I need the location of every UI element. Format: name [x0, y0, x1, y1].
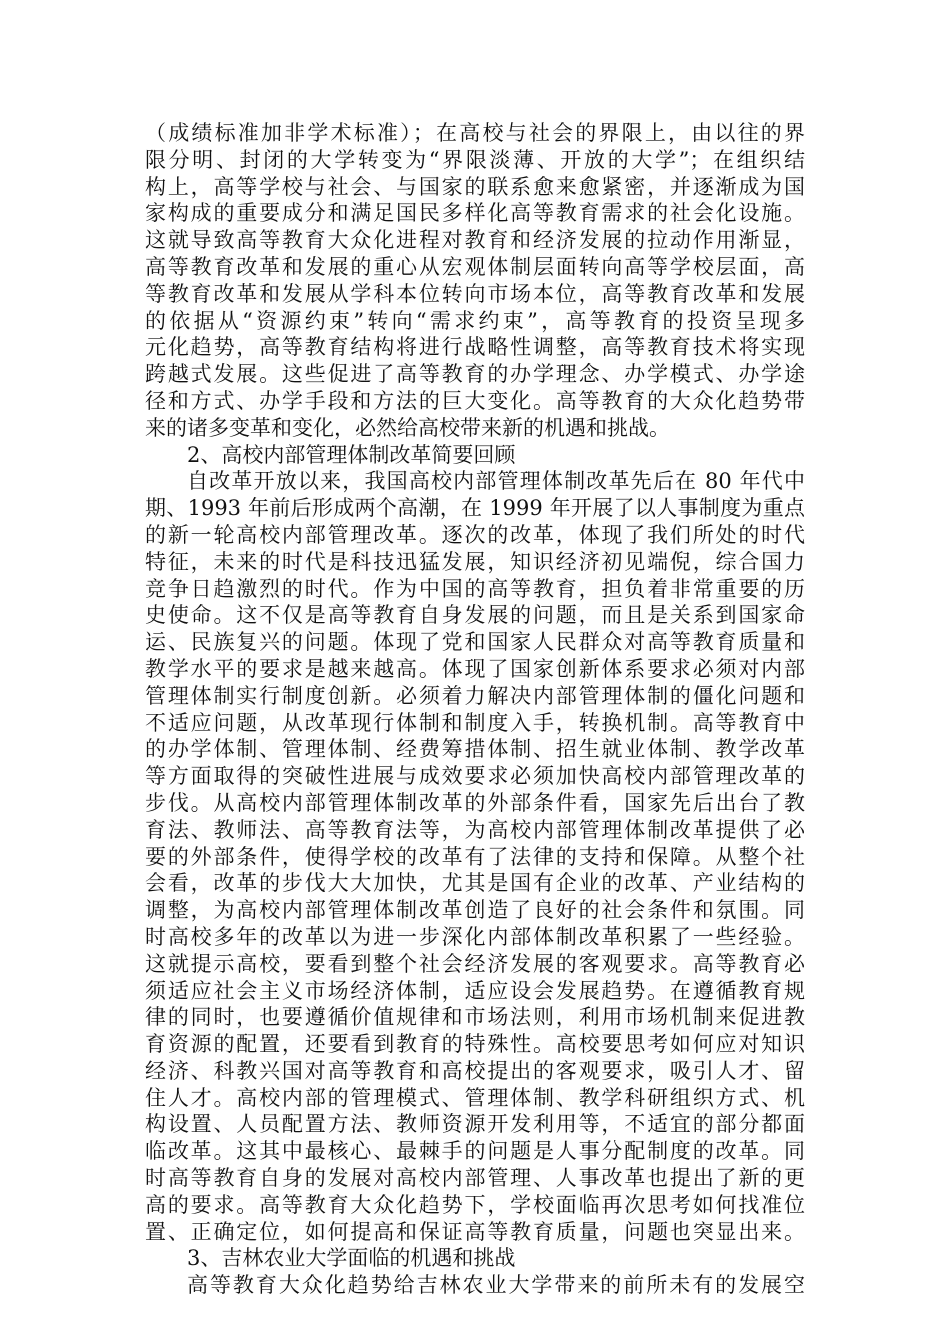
text-line: 高等教育改革和发展的重心从宏观体制层面转向高等学校层面，高 [145, 254, 805, 279]
text-line: 等教育改革和发展从学科本位转向市场本位，高等教育改革和发展 [145, 281, 805, 306]
text-line: 特征，未来的时代是科技迅猛发展，知识经济初见端倪，综合国力 [145, 549, 805, 574]
text-line: 构上，高等学校与社会、与国家的联系愈来愈紧密，并逐渐成为国 [145, 174, 805, 199]
text-line: 的新一轮高校内部管理改革。逐次的改革，体现了我们所处的时代 [145, 522, 805, 547]
text-line: 育法、教师法、高等教育法等，为高校内部管理体制改革提供了必 [145, 817, 805, 842]
text-line: 这就导致高等教育大众化进程对教育和经济发展的拉动作用渐显， [145, 228, 805, 253]
text-line: 步伐。从高校内部管理体制改革的外部条件看，国家先后出台了教 [145, 790, 805, 815]
text-line: 律的同时，也要遵循价值规律和市场法则，利用市场机制来促进教 [145, 1005, 805, 1030]
text-line: 时高校多年的改革以为进一步深化内部体制改革积累了一些经验。 [145, 924, 805, 949]
text-line: 期、1993 年前后形成两个高潮，在 1999 年开展了以人事制度为重点 [145, 496, 805, 521]
text-line: 自改革开放以来，我国高校内部管理体制改革先后在 80 年代中 [187, 469, 805, 494]
text-line: 置、正确定位，如何提高和保证高等教育质量，问题也突显出来。 [145, 1219, 805, 1244]
text-line: 高的要求。高等教育大众化趋势下，学校面临再次思考如何找准位 [145, 1192, 805, 1217]
text-line: 育资源的配置，还要看到教育的特殊性。高校要思考如何应对知识 [145, 1032, 805, 1057]
text-line: 临改革。这其中最核心、最棘手的问题是人事分配制度的改革。同 [145, 1139, 805, 1164]
text-line: （成绩标准加非学术标准）；在高校与社会的界限上，由以往的界 [145, 121, 805, 145]
text-line: 要的外部条件，使得学校的改革有了法律的支持和保障。从整个社 [145, 844, 805, 869]
paragraph-1 [145, 120, 805, 442]
text-line: 运、民族复兴的问题。体现了党和国家人民群众对高等教育质量和 [145, 630, 805, 655]
text-line: 经济、科教兴国对高等教育和高校提出的客观要求，吸引人才、留 [145, 1058, 805, 1083]
text-line: 住人才。高校内部的管理模式、管理体制、教学科研组织方式、机 [145, 1085, 805, 1110]
section-heading-2: 2、高校内部管理体制改革简要回顾 [187, 442, 516, 467]
paragraph-3 [145, 1272, 805, 1299]
text-line: 等方面取得的突破性进展与成效要求必须加快高校内部管理改革的 [145, 764, 805, 789]
text-line: 调整，为高校内部管理体制改革创造了良好的社会条件和氛围。同 [145, 898, 805, 923]
text-line: 管理体制实行制度创新。必须着力解决内部管理体制的僵化问题和 [145, 683, 805, 708]
text-line: 径和方式、办学手段和方法的巨大变化。高等教育的大众化趋势带 [145, 388, 805, 413]
paragraph-2 [145, 468, 805, 1245]
text-line: 这就提示高校，要看到整个社会经济发展的客观要求。高等教育必 [145, 951, 805, 976]
text-line: 家构成的重要成分和满足国民多样化高等教育需求的社会化设施。 [145, 201, 805, 226]
text-line: 的依据从“资源约束”转向“需求约束”，高等教育的投资呈现多 [145, 308, 805, 333]
text-line: 构设置、人员配置方法、教师资源开发利用等，不适宜的部分都面 [145, 1112, 805, 1137]
text-line: 须适应社会主义市场经济体制，适应设会发展趋势。在遵循教育规 [145, 978, 805, 1003]
text-line: 教学水平的要求是越来越高。体现了国家创新体系要求必须对内部 [145, 656, 805, 681]
document-page [145, 120, 805, 1299]
text-line: 跨越式发展。这些促进了高等教育的办学理念、办学模式、办学途 [145, 362, 805, 387]
text-line: 史使命。这不仅是高等教育自身发展的问题，而且是关系到国家命 [145, 603, 805, 628]
text-line: 高等教育大众化趋势给吉林农业大学带来的前所未有的发展空 [187, 1273, 805, 1298]
text-line: 的办学体制、管理体制、经费筹措体制、招生就业体制、教学改革 [145, 737, 805, 762]
text-line: 限分明、封闭的大学转变为“界限淡薄、开放的大学”；在组织结 [145, 147, 805, 172]
text-line: 元化趋势，高等教育结构将进行战略性调整，高等教育技术将实现 [145, 335, 805, 360]
text-line: 时高等教育自身的发展对高校内部管理、人事改革也提出了新的更 [145, 1166, 805, 1191]
text-line: 不适应问题，从改革现行体制和制度入手，转换机制。高等教育中 [145, 710, 805, 735]
section-heading-3: 3、吉林农业大学面临的机遇和挑战 [187, 1246, 516, 1271]
text-line: 会看，改革的步伐大大加快，尤其是国有企业的改革、产业结构的 [145, 871, 805, 896]
text-line: 来的诸多变革和变化，必然给高校带来新的机遇和挑战。 [145, 415, 670, 440]
text-line: 竞争日趋激烈的时代。作为中国的高等教育，担负着非常重要的历 [145, 576, 805, 601]
